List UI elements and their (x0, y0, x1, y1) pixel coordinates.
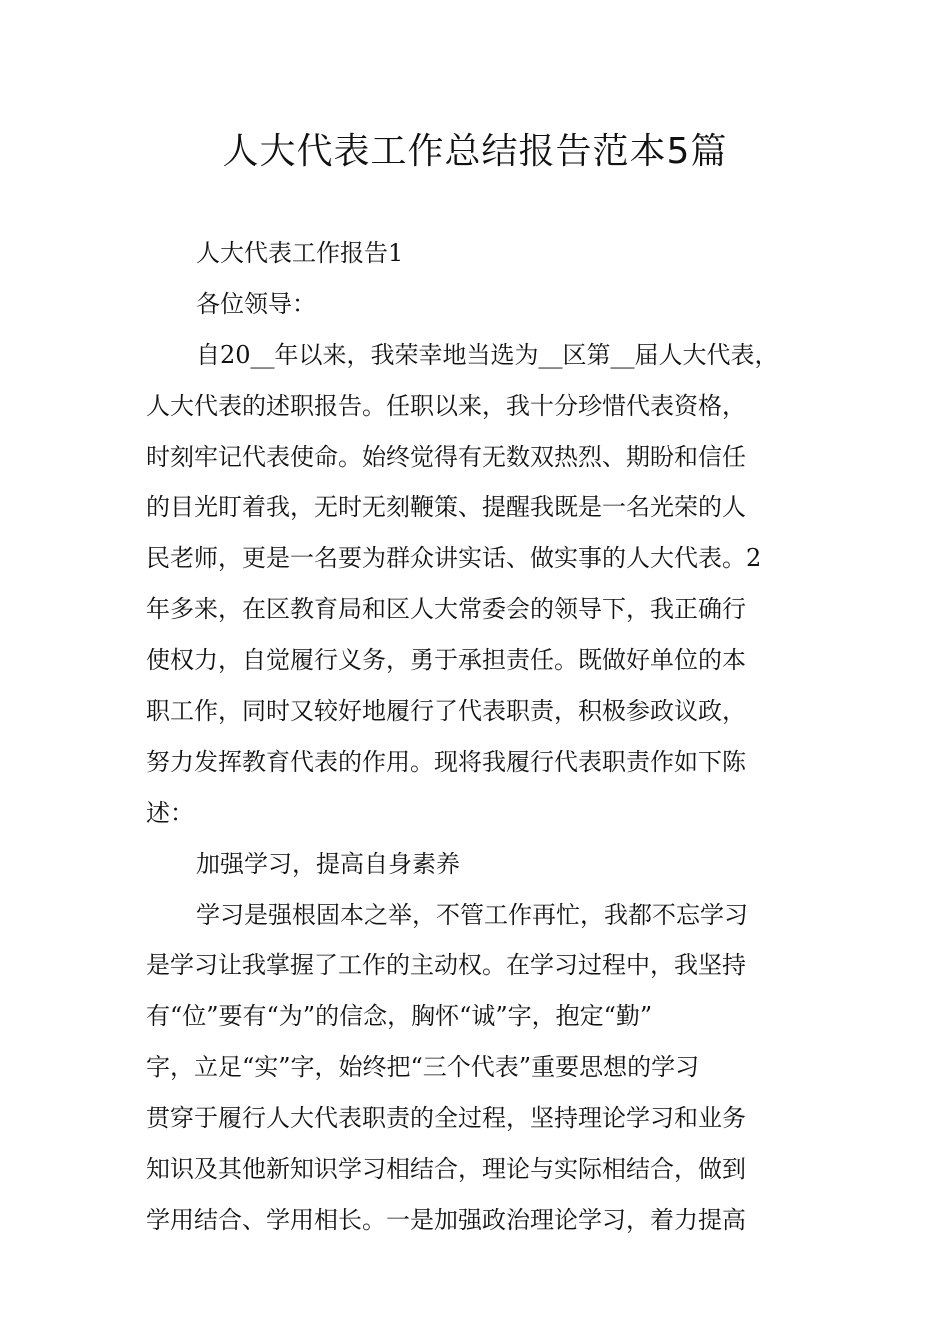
paragraph-line: 民老师，更是一名要为群众讲实话、做实事的人大代表。2 (146, 544, 762, 573)
paragraph-line: 努力发挥教育代表的作用。现将我履行代表职责作如下陈 (146, 747, 746, 776)
paragraph-line: 时刻牢记代表使命。始终觉得有无数双热烈、期盼和信任 (146, 442, 746, 471)
paragraph-line: 的目光盯着我，无时无刻鞭策、提醒我既是一名光荣的人 (146, 493, 746, 522)
paragraph-line: 年多来，在区教育局和区人大常委会的领导下，我正确行 (146, 595, 746, 624)
salutation: 各位领导： (196, 289, 316, 318)
paragraph-line: 学用结合、学用相长。一是加强政治理论学习，着力提高 (146, 1205, 746, 1234)
paragraph-line: 述： (146, 798, 194, 827)
paragraph-line: 知识及其他新知识学习相结合，理论与实际相结合，做到 (146, 1155, 746, 1184)
paragraph-line: 学习是强根固本之举，不管工作再忙，我都不忘学习 (196, 900, 748, 929)
paragraph-line: 职工作，同时又较好地履行了代表职责，积极参政议政， (146, 697, 746, 726)
section-heading: 人大代表工作报告1 (196, 239, 404, 267)
document-title: 人大代表工作总结报告范本5篇 (222, 131, 728, 172)
document-body (146, 228, 806, 1246)
paragraph-line: 字，立足“实”字，始终把“三个代表”重要思想的学习 (146, 1053, 700, 1082)
paragraph-line: 是学习让我掌握了工作的主动权。在学习过程中，我坚持 (146, 951, 746, 980)
subheading: 加强学习，提高自身素养 (196, 849, 460, 878)
paragraph-line: 人大代表的述职报告。任职以来，我十分珍惜代表资格， (146, 391, 746, 420)
paragraph-line: 自20__年以来，我荣幸地当选为__区第__届人大代表， (196, 340, 779, 369)
paragraph-line: 贯穿于履行人大代表职责的全过程，坚持理论学习和业务 (146, 1104, 746, 1133)
paragraph-line: 有“位”要有“为”的信念，胸怀“诚”字，抱定“勤” (146, 1002, 653, 1031)
paragraph-line: 使权力，自觉履行义务，勇于承担责任。既做好单位的本 (146, 646, 746, 675)
